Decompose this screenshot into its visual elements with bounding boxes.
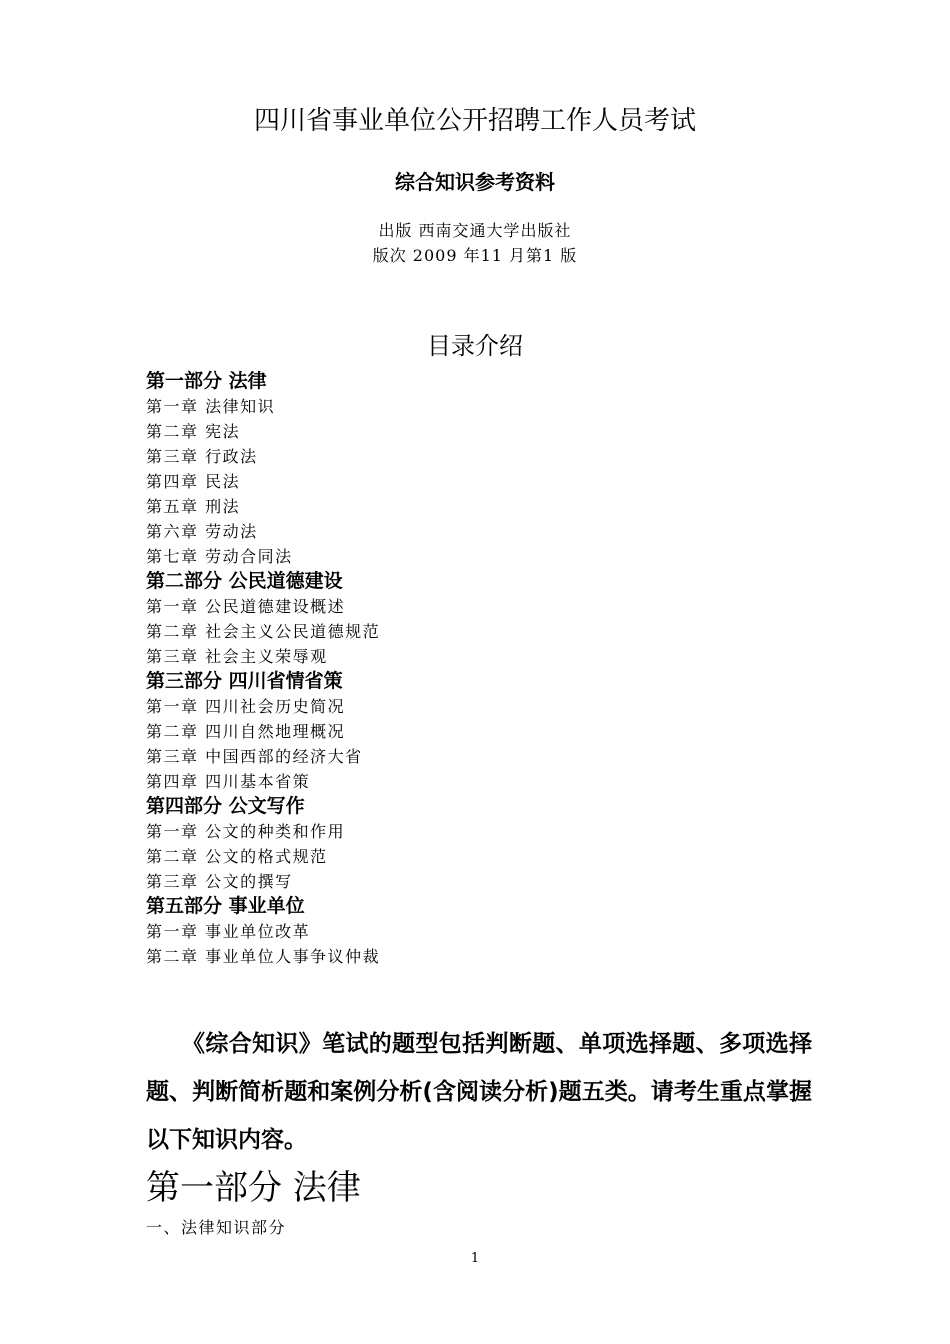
intro-paragraph: 《综合知识》笔试的题型包括判断题、单项选择题、多项选择题、判断简析题和案例分析(含阅读分析)题五类。请考生重点掌握以下知识内容。 bbox=[146, 1031, 812, 1153]
toc-chapter: 第二章 宪法 bbox=[146, 422, 241, 441]
toc-chapter: 第二章 社会主义公民道德规范 bbox=[146, 622, 381, 641]
toc-chapter: 第一章 公文的种类和作用 bbox=[146, 822, 346, 841]
toc-part: 第五部分 事业单位 bbox=[146, 895, 305, 917]
toc-chapter: 第七章 劳动合同法 bbox=[146, 547, 293, 566]
toc-chapter: 第二章 事业单位人事争议仲裁 bbox=[146, 947, 381, 966]
toc-chapter: 第四章 四川基本省策 bbox=[146, 772, 311, 791]
toc-part: 第一部分 法律 bbox=[146, 370, 267, 392]
toc-part: 第二部分 公民道德建设 bbox=[146, 570, 343, 592]
toc-chapter: 第六章 劳动法 bbox=[146, 522, 258, 541]
toc-chapter: 第五章 刑法 bbox=[146, 497, 241, 516]
toc-part: 第三部分 四川省情省策 bbox=[146, 670, 343, 692]
toc-chapter: 第一章 事业单位改革 bbox=[146, 922, 311, 941]
toc-chapter: 第三章 社会主义荣辱观 bbox=[146, 647, 328, 666]
toc-chapter: 第三章 行政法 bbox=[146, 447, 258, 466]
edition-line: 版次 2009 年11 月第1 版 bbox=[372, 246, 578, 265]
page-number: 1 bbox=[470, 1251, 480, 1266]
toc-chapter: 第一章 公民道德建设概述 bbox=[146, 597, 346, 616]
toc-chapter: 第一章 四川社会历史简况 bbox=[146, 697, 346, 716]
toc-title: 目录介绍 bbox=[427, 332, 523, 360]
toc-chapter: 第一章 法律知识 bbox=[146, 397, 276, 416]
toc-part: 第四部分 公文写作 bbox=[146, 795, 305, 817]
toc-chapter: 第二章 公文的格式规范 bbox=[146, 847, 328, 866]
section-heading: 第一部分 法律 bbox=[146, 1168, 361, 1208]
toc-chapter: 第三章 中国西部的经济大省 bbox=[146, 747, 363, 766]
document-title: 四川省事业单位公开招聘工作人员考试 bbox=[253, 106, 696, 136]
section-subheading: 一、法律知识部分 bbox=[146, 1218, 287, 1237]
table-of-contents bbox=[146, 369, 826, 969]
toc-chapter: 第二章 四川自然地理概况 bbox=[146, 722, 346, 741]
toc-chapter: 第三章 公文的撰写 bbox=[146, 872, 293, 891]
toc-chapter: 第四章 民法 bbox=[146, 472, 241, 491]
document-subtitle: 综合知识参考资料 bbox=[395, 170, 555, 194]
publisher-line: 出版 西南交通大学出版社 bbox=[378, 221, 572, 240]
